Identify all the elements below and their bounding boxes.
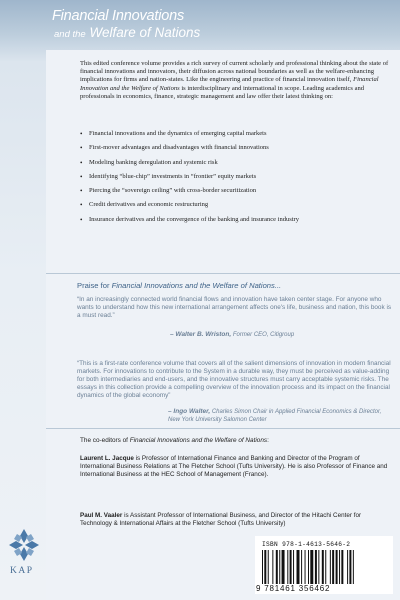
topic-item: • Credit derivatives and economic restructuring — [80, 201, 395, 209]
book-title-line2 — [54, 25, 200, 40]
cover-left-strip — [0, 62, 46, 600]
book-title-line2-main: Welfare of Nations — [89, 25, 201, 40]
description-part2: is interdisciplinary and international in scope. Leading academics and professionals in economics, finance, strategic management and law offer their latest thinking on: — [80, 84, 365, 100]
editor-1-name: Laurent L. Jacque — [80, 455, 134, 462]
quote-2-role-line2: New York University Salomon Center — [168, 416, 267, 423]
editors-heading-title: Financial Innovations and the Welfare of Nations — [129, 437, 268, 444]
editor-2-bio — [80, 512, 380, 528]
barcode-digits: 9 781461 356462 — [256, 584, 331, 593]
editor-1-bio-text: is Professor of International Finance and Banking and Director of the Program of International Business Relations at The Fletcher School (Tufts University). He is also Professor of Finance and International Business at the HEC School of Management (France). — [80, 455, 388, 478]
topic-item: • Identifying “blue-chip” investments in “frontier” equity markets — [80, 173, 395, 181]
topic-item: • Piercing the “sovereign ceiling” with cross-border securitization — [80, 187, 395, 195]
publisher-logo-text: KAP — [10, 566, 34, 576]
editor-2-name: Paul M. Vaaler — [80, 512, 123, 519]
kap-logo-icon — [8, 528, 40, 562]
editors-heading-post: : — [267, 437, 269, 444]
praise-quote-2: “This is a first-rate conference volume that covers all of the salient dimensions of innovation in modern financial markets. For innovations to contribute to the System in a durable way, they must be perceived as value-adding for both intermediaries and end-users, and the innovative structures must carry acceptable systemic risks. The essays in this collection provide a compelling overview of the innovation process and its impact on the financial dynamics of the global economy” — [77, 360, 391, 399]
quote-1-role: Former CEO, Citigroup — [232, 332, 295, 338]
book-description — [80, 60, 395, 101]
editor-1-bio — [80, 455, 395, 479]
book-title-line2-pre: and the — [54, 29, 86, 40]
quote-1-attribution — [170, 331, 294, 340]
isbn-label: ISBN 978-1-4613-5646-2 — [262, 541, 351, 548]
topic-item: • Insurance derivatives and the convergence of the banking and insurance industry — [80, 216, 395, 224]
barcode-icon — [262, 550, 388, 584]
topic-item: • Modeling banking deregulation and systemic risk — [80, 159, 395, 167]
description-part1: This edited conference volume provides a rich survey of current scholarly and professional thinking about the state of financial innovations and innovators, their diffusion across national boundaries as well as the welfare-enhancing implications for firms and nation-states. Like the engineering and practice of financial innovation itself, — [80, 60, 389, 84]
description-book-title: Financial Innovation and the Welfare of Nations — [80, 76, 379, 92]
topic-item: • Financial innovations and the dynamics of emerging capital markets — [80, 130, 395, 138]
topic-list — [80, 130, 395, 230]
section-divider — [46, 428, 400, 429]
editors-heading — [80, 437, 395, 444]
quote-2-author: – Ingo Walter, — [168, 408, 211, 415]
book-title-line1: Financial Innovations — [52, 8, 185, 24]
quote-2-role-line1: Charles Simon Chair in Applied Financial Economics & Director, — [211, 409, 382, 415]
editor-2-bio-text: is Assistant Professor of International Business, and Director of the Hitachi Center for Technology & International Affairs at the Fletcher School (Tufts University) — [80, 512, 362, 527]
section-divider — [46, 273, 400, 274]
quote-2-attribution — [168, 408, 393, 424]
praise-heading-pre: Praise for — [77, 281, 112, 290]
praise-heading-title: Financial Innovations and the Welfare of Nations... — [111, 281, 282, 290]
topic-item: • First-mover advantages and disadvantages with financial innovations — [80, 144, 395, 152]
praise-quote-1: “In an increasingly connected world financial flows and innovation have taken center stage. For anyone who wants to understand how this new international arrangement affects one's life, business and nation, this book is a must read.” — [77, 296, 392, 319]
quote-1-author: – Walter B. Wriston, — [170, 331, 232, 338]
praise-heading — [77, 281, 281, 290]
editors-heading-pre: The co-editors of — [80, 437, 130, 444]
